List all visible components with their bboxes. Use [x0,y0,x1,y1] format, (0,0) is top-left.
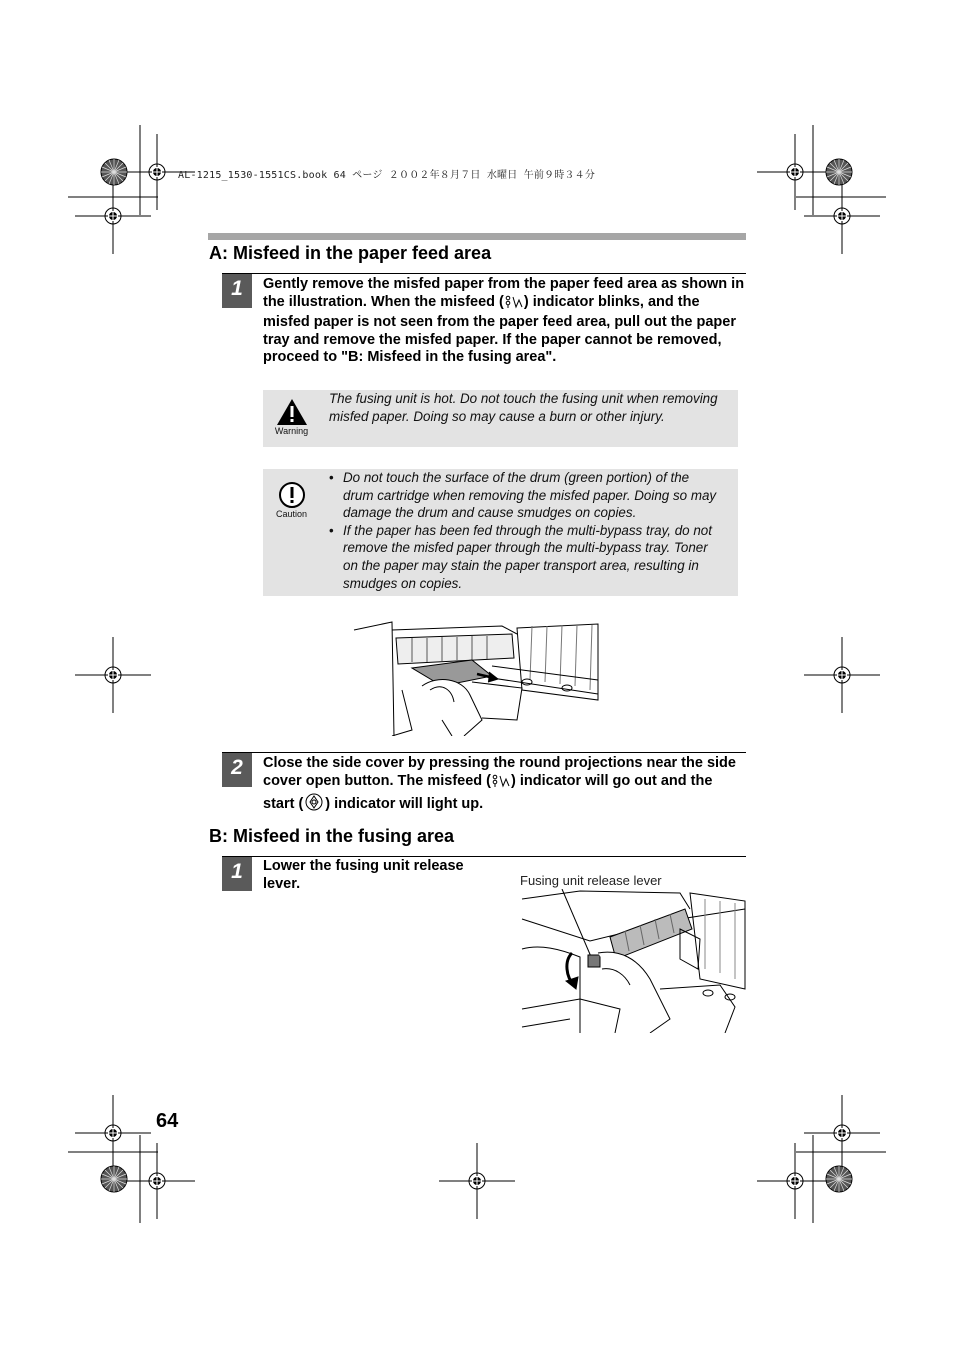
section-top-bar [208,233,746,240]
book-file-header: AL-1215_1530-1551CS.book 64 ページ ２００２年８月７日 水曜日 午前９時３４分 [178,170,596,181]
fusing-lever-image [520,889,746,1033]
section-a-title: A: Misfeed in the paper feed area [209,243,492,263]
warning-text: The fusing unit is hot. Do not touch the fusing unit when removing misfed paper. Doing so may cause a burn or other injury. [329,391,718,424]
warning-label: Warning [274,426,309,436]
step-a2-text-part3: ) indicator will light up. [325,796,484,813]
fusing-unit-illustration [520,889,746,1033]
misfeed-indicator-icon [491,774,511,794]
step-a2-text-part2: ) indicator will go out and the start ( [263,772,713,813]
warning-note [263,390,738,447]
caution-item: • If the paper has been fed through the multi-bypass tray, do not remove the misfed paper through the multi-bypass tray. Toner on the paper may stain the paper transport area, resulting in smudges on copies. [329,522,721,592]
step-a1-number: 1 [222,274,252,308]
page-number: 64 [156,1110,179,1132]
step-b1-text: Lower the fusing unit release lever. [263,858,464,892]
step-a1-text-part1: Gently remove the misfed paper from the paper feed area as shown in the illustration. When the misfeed ( [263,276,745,310]
caution-item: • Do not touch the surface of the drum (green portion) of the drum cartridge when removing the misfed paper. Doing so may damage the drum and cause smudges on copies. [329,469,721,522]
paper-feed-illustration [352,620,600,736]
misfeed-indicator-icon [504,295,524,315]
step-a1-text-part2: ) indicator blinks, and the misfed paper is not seen from the paper feed area, pull out the paper tray and remove the misfed paper. If the paper cannot be removed, proceed to "B: Misfeed in the fusing area". [263,293,736,366]
step-a2-number: 2 [222,753,252,787]
step-a2-text-part1: Close the side cover by pressing the round projections near the side cover open button. The misfeed ( [263,755,736,789]
step-b1-rule [222,856,746,857]
step-a2-rule [222,752,746,753]
warning-icon-block [269,398,314,436]
step-a1-text [263,276,745,367]
misfed-paper-removal-image [352,620,600,736]
caution-circle-icon [278,481,306,509]
start-indicator-icon [303,793,325,817]
warning-triangle-icon [276,398,308,426]
caution-list [329,469,721,592]
caution-icon-block [269,481,314,519]
caution-label: Caution [275,509,308,519]
step-b1-number: 1 [222,857,252,891]
section-b-title: B: Misfeed in the fusing area [209,826,455,846]
step-a2-text [263,755,745,817]
fusing-lever-label: Fusing unit release lever [520,873,662,888]
caution-note [263,469,738,596]
step-a1-rule [222,273,746,274]
